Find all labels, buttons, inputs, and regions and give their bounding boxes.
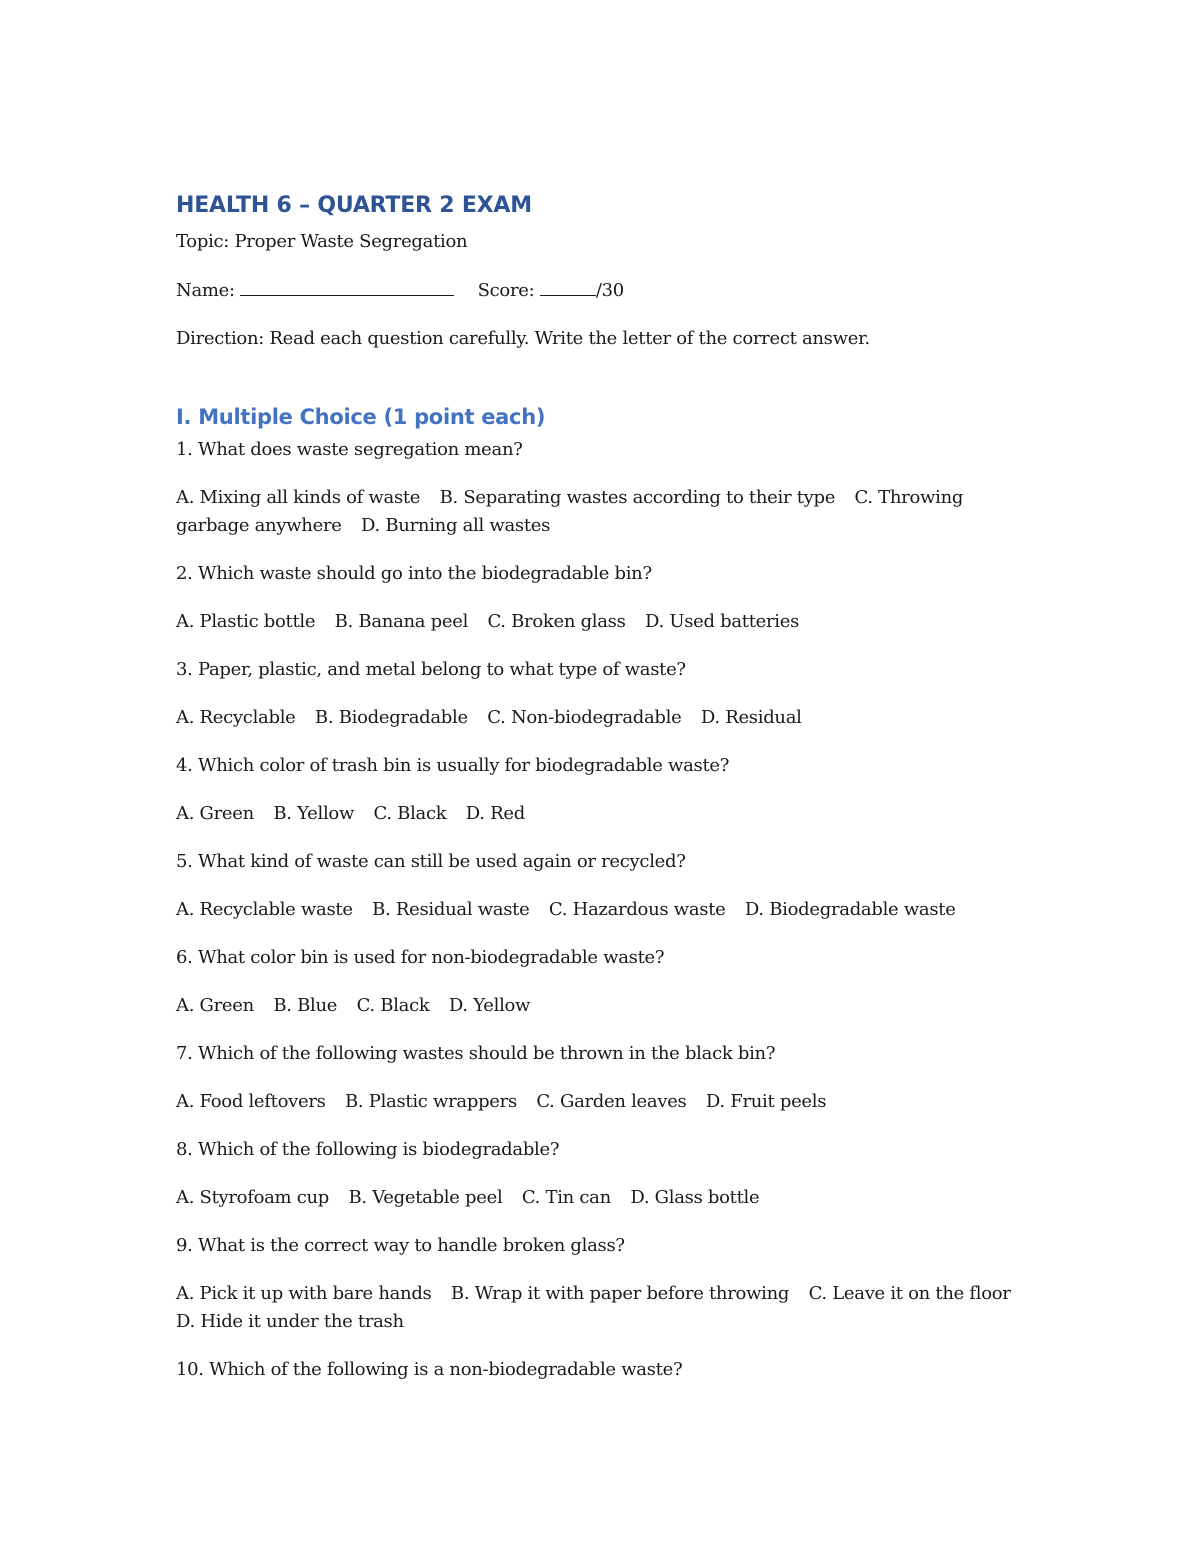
choice-option: A. Pick it up with bare hands [176,1283,432,1304]
choice-option: B. Yellow [273,803,355,824]
direction-text: Direction: Read each question carefully. Write the letter of the correct answer. [176,328,870,349]
choice-option: D. Biodegradable waste [744,899,956,920]
question-text: 3. Paper, plastic, and metal belong to what type of waste? [176,659,686,680]
choice-option: A. Green [176,803,254,824]
choice-option: D. Yellow [448,995,531,1016]
name-label: Name: [176,280,235,301]
choice-option: C. Black [356,995,430,1016]
choice-option: A. Styrofoam cup [176,1187,330,1208]
choice-option: C. Tin can [521,1187,611,1208]
choice-option: C. Throwing garbage anywhere [176,487,964,536]
exam-title: HEALTH 6 – QUARTER 2 EXAM [176,193,532,218]
choice-option: A. Plastic bottle [176,611,316,632]
choices-row [176,896,1036,924]
choice-option: C. Hazardous waste [548,899,726,920]
choice-option: D. Used batteries [644,611,800,632]
choice-option: D. Burning all wastes [361,515,551,536]
choice-option: B. Plastic wrappers [345,1091,517,1112]
choice-option: C. Black [373,803,447,824]
question-text: 8. Which of the following is biodegradable? [176,1139,560,1160]
choice-option: B. Biodegradable [314,707,468,728]
choice-option: D. Residual [700,707,802,728]
score-blank-line [540,279,596,296]
choice-option: C. Leave it on the floor [808,1283,1011,1304]
choice-option: A. Mixing all kinds of waste [176,487,421,508]
section-title: I. Multiple Choice (1 point each) [176,405,546,429]
choices-row [176,704,1036,732]
choice-option: A. Green [176,995,254,1016]
choices-row [176,608,1036,636]
score-total: /30 [595,280,624,301]
name-score-row [176,277,1036,305]
question-text: 9. What is the correct way to handle broken glass? [176,1235,625,1256]
choice-option: C. Broken glass [487,611,626,632]
choices-row [176,484,1036,540]
exam-page [176,190,1036,1384]
choices-row [176,800,1036,828]
choice-option: D. Hide it under the trash [176,1311,404,1332]
question-text: 2. Which waste should go into the biodegradable bin? [176,563,652,584]
choice-option: D. Glass bottle [630,1187,760,1208]
choice-option: A. Food leftovers [176,1091,326,1112]
choice-option: B. Banana peel [334,611,469,632]
topic-line: Topic: Proper Waste Segregation [176,231,468,252]
question-list [176,436,1036,1384]
choices-row [176,1184,1036,1212]
choice-option: B. Separating wastes according to their type [439,487,836,508]
question-text: 1. What does waste segregation mean? [176,439,523,460]
score-label: Score: [477,280,535,301]
choices-row [176,992,1036,1020]
choices-row [176,1280,1036,1336]
question-text: 4. Which color of trash bin is usually for biodegradable waste? [176,755,730,776]
choice-option: C. Non-biodegradable [487,707,682,728]
choice-option: B. Wrap it with paper before throwing [450,1283,790,1304]
choice-option: A. Recyclable [176,707,296,728]
choice-option: C. Garden leaves [536,1091,687,1112]
question-text: 10. Which of the following is a non-biodegradable waste? [176,1359,683,1380]
choice-option: D. Fruit peels [705,1091,827,1112]
choice-option: A. Recyclable waste [176,899,353,920]
choice-option: B. Blue [273,995,338,1016]
choice-option: B. Residual waste [372,899,530,920]
choice-option: D. Red [465,803,525,824]
name-blank-line [240,279,454,296]
question-text: 5. What kind of waste can still be used again or recycled? [176,851,686,872]
question-text: 7. Which of the following wastes should be thrown in the black bin? [176,1043,776,1064]
choice-option: B. Vegetable peel [348,1187,503,1208]
question-text: 6. What color bin is used for non-biodegradable waste? [176,947,665,968]
choices-row [176,1088,1036,1116]
